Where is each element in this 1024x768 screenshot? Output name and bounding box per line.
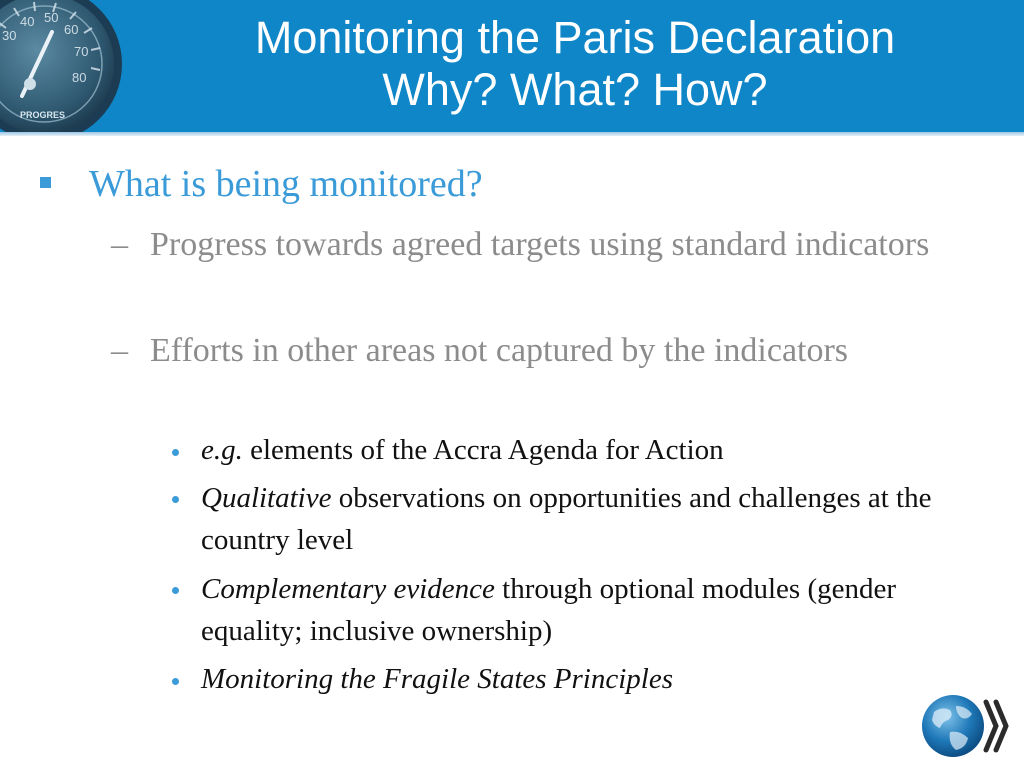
- gauge-number: 40: [20, 14, 35, 29]
- gauge-number: 30: [2, 28, 17, 43]
- list-item-italic: e.g.: [201, 434, 243, 466]
- title-line-1: Monitoring the Paris Declaration: [254, 12, 896, 63]
- sub-bullet: Efforts in other areas not captured by the indicators: [150, 332, 849, 369]
- gauge-number: 80: [72, 70, 87, 85]
- globe-logo-icon: [920, 692, 1014, 760]
- sub-bullet: Progress towards agreed targets using standard indicators: [150, 226, 930, 263]
- title-line-2: Why? What? How?: [382, 64, 768, 115]
- gauge-brand-label: PROGRES: [20, 110, 66, 120]
- list-item-text: through optional modules (gender equality; inclusive ownership): [201, 573, 897, 647]
- square-bullet-icon: [40, 177, 51, 188]
- gauge-number: 50: [44, 10, 59, 25]
- round-bullet-icon: [172, 496, 179, 503]
- list-item-text: elements of the Accra Agenda for Action: [242, 434, 724, 466]
- bullet-heading: What is being monitored?: [89, 163, 483, 205]
- gauge-number: 60: [64, 22, 79, 37]
- round-bullet-icon: [172, 587, 179, 594]
- dash-bullet-icon: –: [111, 332, 128, 369]
- list-item: [201, 477, 1001, 561]
- dash-bullet-icon: –: [111, 226, 128, 263]
- list-item: [201, 658, 1001, 700]
- list-item: [201, 429, 1001, 471]
- list-item: [201, 568, 1001, 652]
- round-bullet-icon: [172, 678, 179, 685]
- gauge-number: 70: [74, 44, 89, 59]
- round-bullet-icon: [172, 449, 179, 456]
- list-item-italic: Complementary evidence: [201, 573, 495, 605]
- list-item-italic: Monitoring the Fragile States Principles: [201, 663, 674, 695]
- list-item-italic: Qualitative: [201, 482, 332, 514]
- list-item-text: observations on opportunities and challenges at the country level: [201, 482, 932, 556]
